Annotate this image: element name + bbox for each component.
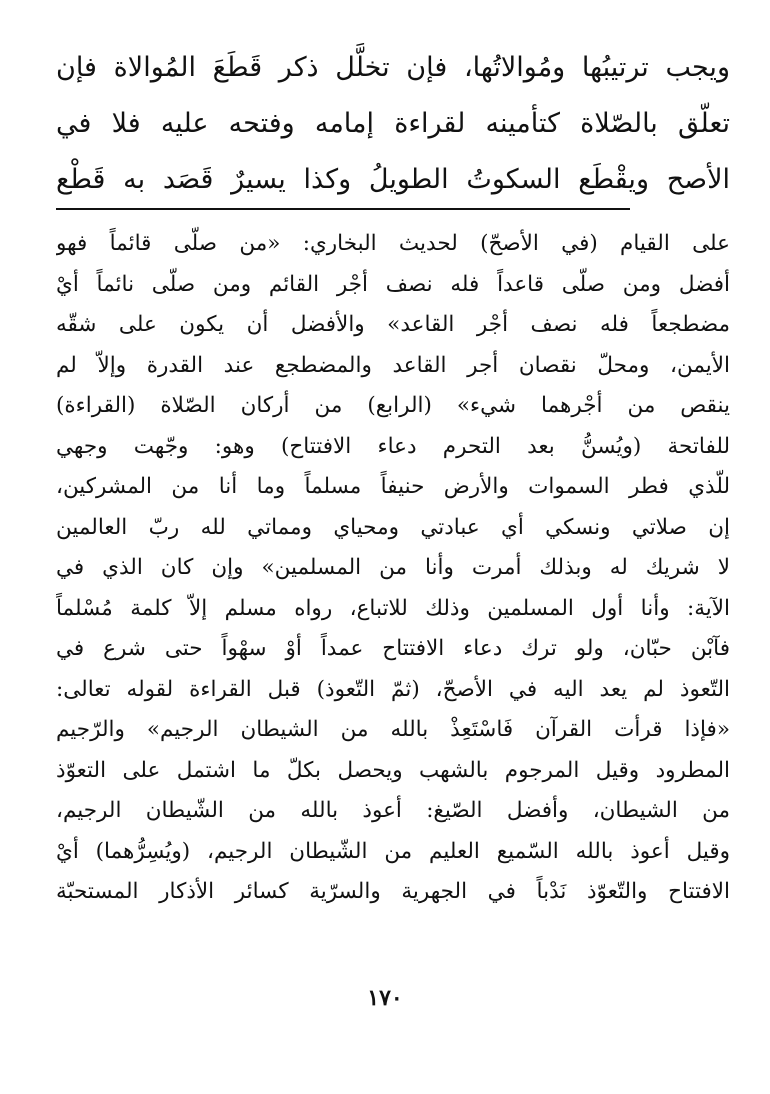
commentary-line: للفاتحة (ويُسنُّ بعد التحرم دعاء الافتتاح) وهو: وجّهت وجهي xyxy=(56,433,730,459)
footnote-divider xyxy=(56,208,630,210)
commentary-line: على القيام (في الأصحّ) لحديث البخاري: «من صلّى قائماً فهو xyxy=(56,231,730,256)
commentary-line: لا شريك له وبذلك أمرت وأنا من المسلمين» وإن كان الذي في xyxy=(56,555,730,580)
main-text-block xyxy=(56,40,730,208)
main-text-line: الأصح ويقْطَع السكوتُ الطويلُ وكذا يسيرٌ قَصَد به قَطْع xyxy=(56,164,730,195)
commentary-line: إن صلاتي ونسكي أي عبادتي ومحياي ومماتي لله ربّ العالمين xyxy=(56,514,730,540)
page-number: ١٧٠ xyxy=(367,985,403,1011)
commentary-line: من الشيطان، وأفضل الصّيغ: أعوذ بالله من الشّيطان الرجيم، xyxy=(56,798,730,823)
commentary-line: ينقص من أجْرهما شيء» (الرابع) من أركان الصّلاة (القراءة) xyxy=(56,393,730,418)
commentary-line: الافتتاح والتّعوّذ نَدْباً في الجهرية والسرّية كسائر الأذكار المستحبّة xyxy=(56,879,730,904)
commentary-line: المطرود وقيل المرجوم بالشهب ويحصل بكلّ ما اشتمل على التعوّذ xyxy=(56,757,730,783)
main-text-line: تعلّق بالصّلاة كتأمينه لقراءة إمامه وفتحه عليه فلا في xyxy=(56,108,730,139)
commentary-line: «فإذا قرأت القرآن فَاسْتَعِذْ بالله من الشيطان الرجيم» والرّجيم xyxy=(56,717,730,742)
commentary-line: فآبْن حبّان، ولو ترك دعاء الافتتاح عمداً أوْ سهْواً حتى شرع في xyxy=(56,636,730,661)
main-text-line: ويجب ترتيبُها ومُوالاتُها، فإن تخلَّل ذكر قَطَعَ المُوالاة فإن xyxy=(56,52,730,83)
commentary-line: الأيمن، ومحلّ نقصان أجر القاعد والمضطجع عند القدرة وإلاّ لم xyxy=(56,352,730,378)
commentary-line: وقيل أعوذ بالله السّميع العليم من الشّيطان الرجيم، (ويُسِرُّهما) أيْ xyxy=(56,838,730,864)
commentary-line: أفضل ومن صلّى قاعداً فله نصف أجْر القائم ومن صلّى نائماً أيْ xyxy=(56,271,730,297)
commentary-line: مضطجعاً فله نصف أجْر القاعد» والأفضل أن يكون على شقّه xyxy=(56,312,730,337)
commentary-line: التّعوذ لم يعد اليه في الأصحّ، (ثمّ التّعوذ) قبل القراءة لقوله تعالى: xyxy=(56,676,730,702)
commentary-line: للّذي فطر السموات والأرض حنيفاً مسلماً وما أنا من المشركين، xyxy=(56,474,730,499)
commentary-text-block xyxy=(56,224,730,913)
commentary-line: الآية: وأنا أول المسلمين وذلك للاتباع، رواه مسلم إلاّ كلمة مُسْلماً xyxy=(56,595,730,621)
